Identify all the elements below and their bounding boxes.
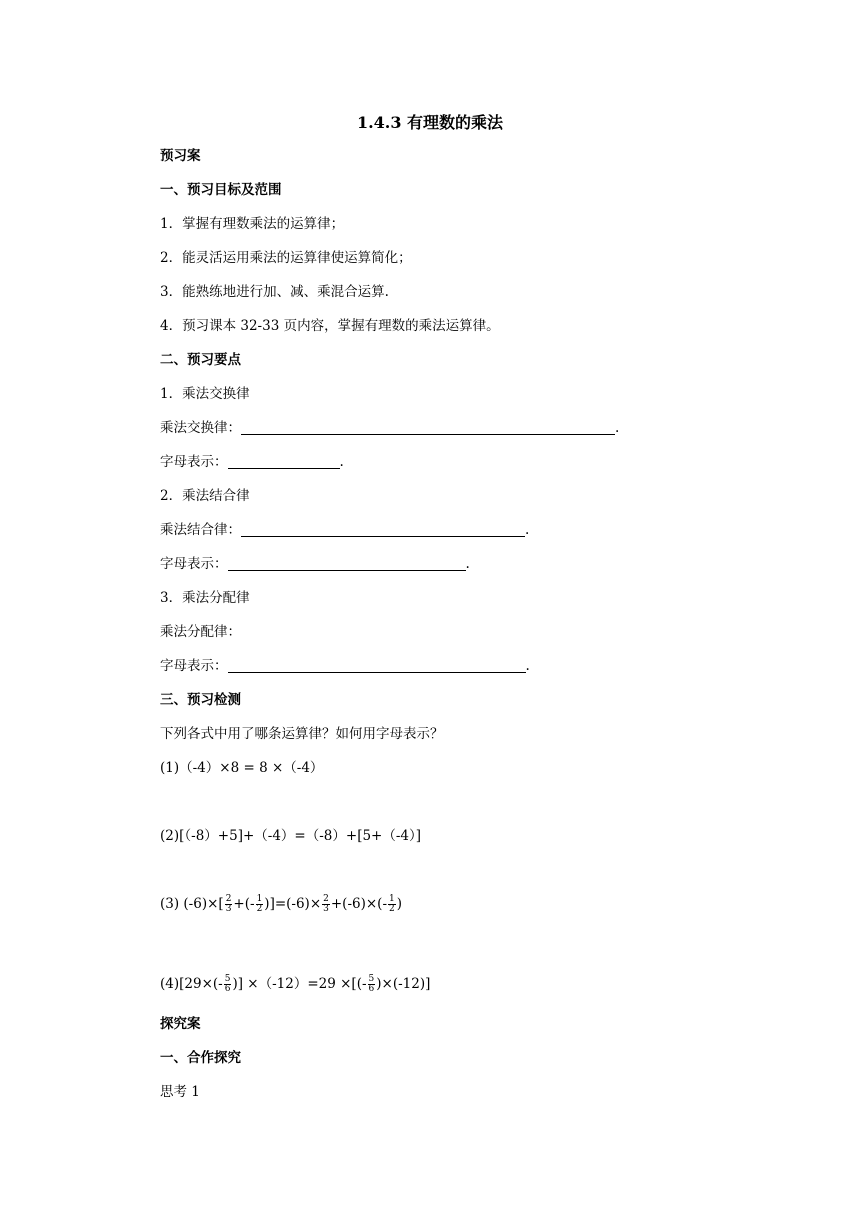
expr-text: )×(-12)] [376,976,431,992]
fraction [256,895,264,914]
denominator: 6 [224,984,231,994]
distributive-law-label: 乘法分配律： [160,624,241,640]
fraction [368,975,376,994]
period: . [465,556,470,572]
denominator: 6 [368,984,375,994]
period: . [339,454,344,470]
fill-blank[interactable] [241,523,525,537]
heading-goals: 一、预习目标及范围 [160,182,282,198]
fill-blank[interactable] [228,659,526,673]
distributive-item: 3．乘法分配律 [160,590,250,606]
distributive-letter-label: 字母表示： [160,658,228,674]
page-title: 1.4.3 有理数的乘法 [356,113,504,132]
think-1: 思考 1 [160,1084,200,1100]
expr-text: (3) (-6)×[ [160,896,224,912]
period: . [525,522,530,538]
fill-blank[interactable] [228,557,466,571]
goal-item: 3．能熟练地进行加、减、乘混合运算. [160,284,389,300]
commutative-letter-label: 字母表示： [160,454,228,470]
expr-text: (4)[29×(- [160,976,223,992]
fill-blank[interactable] [241,421,615,435]
heading-cooperate: 一、合作探究 [160,1050,241,1066]
associative-letter-line [160,554,470,574]
commutative-letter-line [160,452,344,472]
commutative-item: 1．乘法交换律 [160,386,250,402]
numerator: 5 [368,974,375,984]
denominator: 2 [256,904,263,914]
numerator: 1 [256,894,263,904]
denominator: 3 [225,904,232,914]
numerator: 2 [225,894,232,904]
numerator: 1 [389,894,395,904]
numerator: 5 [224,974,231,984]
exercise-1: (1)（-4）×8 = 8 ×（-4） [160,760,324,776]
fraction [224,975,232,994]
numerator: 2 [323,894,329,904]
goal-item: 4．预习课本 32-33 页内容，掌握有理数的乘法运算律。 [160,318,500,334]
period: . [615,420,620,436]
exercise-2: (2)[（-8）+5]+（-4）=（-8）+[5+（-4）] [160,828,422,844]
fill-blank[interactable] [228,455,340,469]
heading-key-points: 二、预习要点 [160,352,241,368]
associative-law-line [160,520,529,540]
denominator: 3 [323,904,329,914]
fraction [225,895,233,914]
expr-text: +(-6)×(- [330,896,388,912]
associative-item: 2．乘法结合律 [160,488,250,504]
fraction [322,895,330,914]
goal-item: 1．掌握有理数乘法的运算律； [160,216,345,232]
expr-text: +(- [233,896,255,912]
section-preview: 预习案 [160,148,201,164]
goal-item: 2．能灵活运用乘法的运算律使运算简化； [160,250,412,266]
distributive-letter-line [160,656,530,676]
heading-check: 三、预习检测 [160,692,241,708]
expr-text: )]=(-6)× [264,896,322,912]
associative-letter-label: 字母表示： [160,556,228,572]
exercise-3 [160,894,402,914]
commutative-law-line [160,418,619,438]
associative-law-label: 乘法结合律： [160,522,241,538]
period: . [525,658,530,674]
fraction [388,895,396,914]
commutative-law-label: 乘法交换律： [160,420,241,436]
check-question: 下列各式中用了哪条运算律？如何用字母表示？ [160,726,444,742]
expr-text: )] ×（-12）=29 ×[(- [232,976,367,992]
expr-text: ) [396,896,403,912]
denominator: 2 [389,904,395,914]
exercise-4 [160,974,430,994]
section-explore: 探究案 [160,1016,201,1032]
